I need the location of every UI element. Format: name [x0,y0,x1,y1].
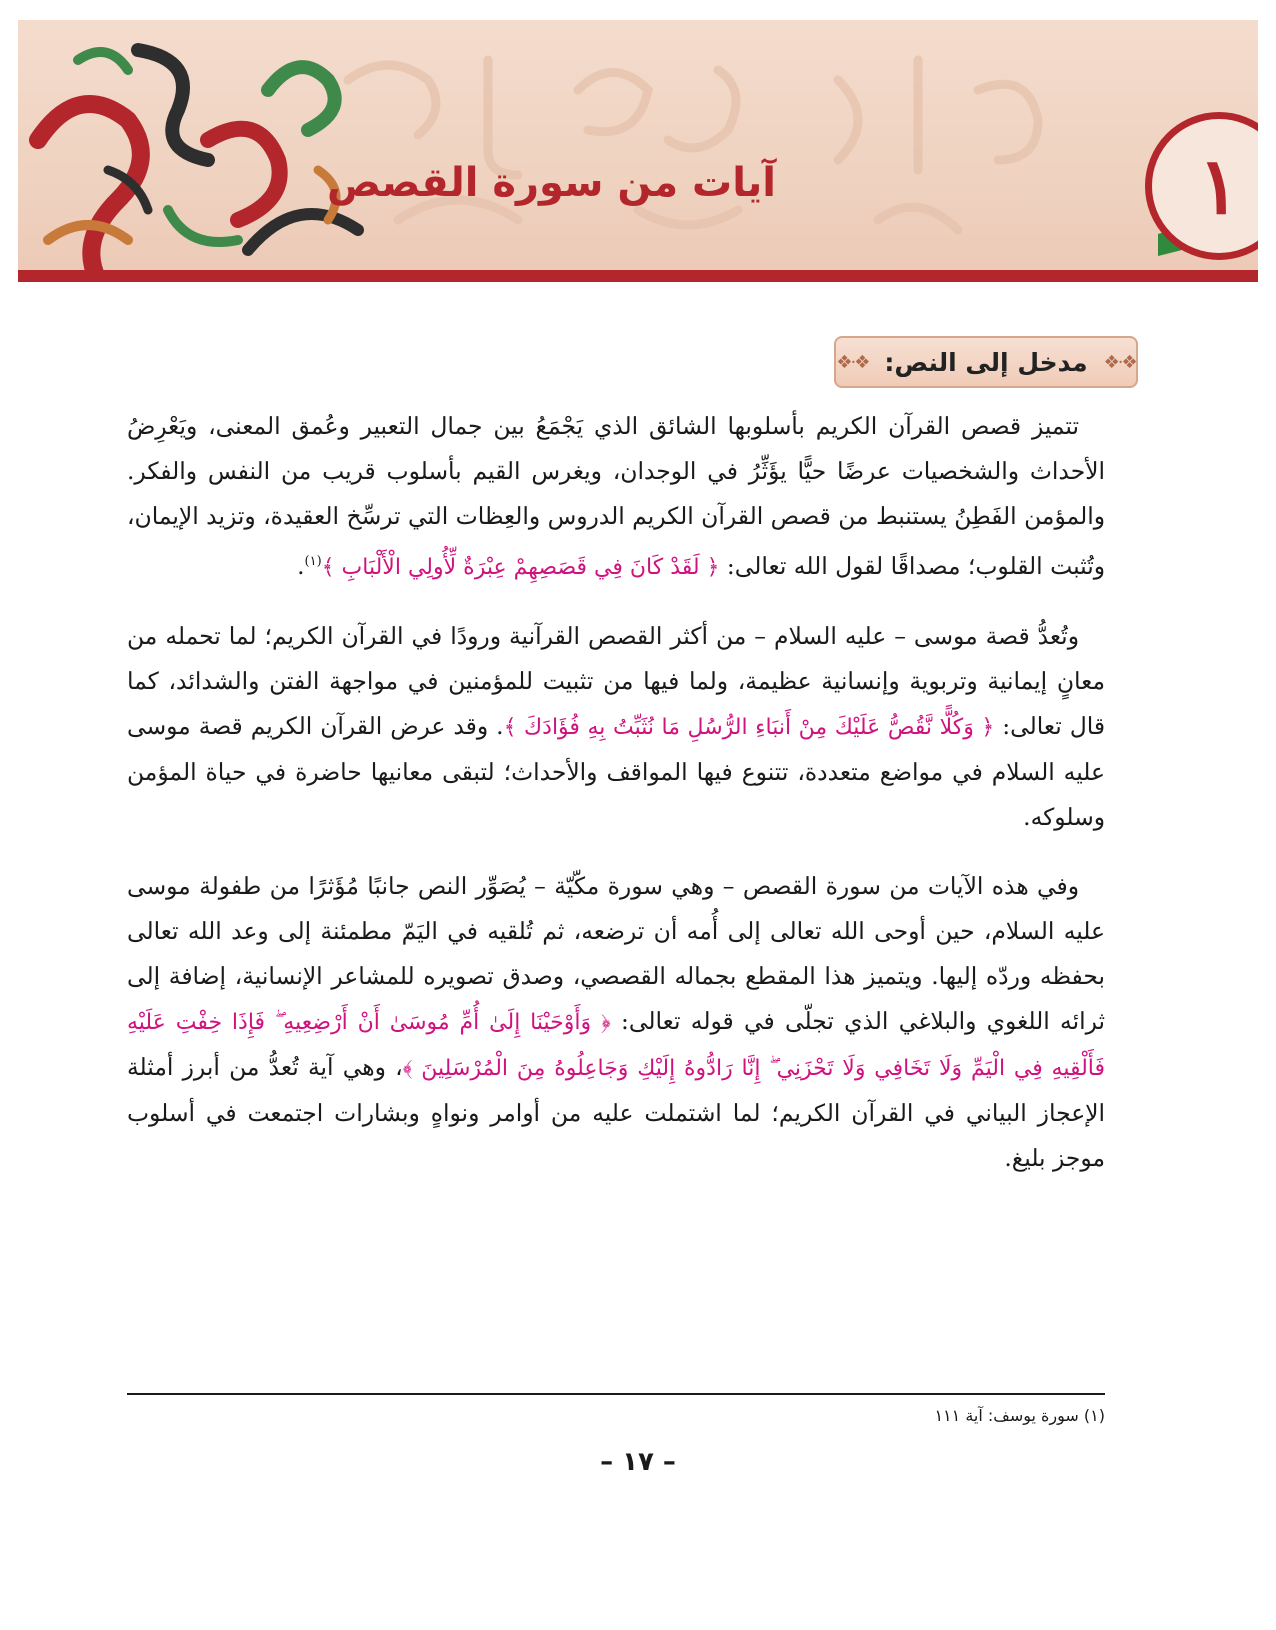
paragraph-3 [127,864,1105,1181]
quran-verse: ﴿ وَأَوْحَيْنَا إِلَىٰ أُمِّ مُوسَىٰ أَنْ أَرْضِعِيهِ ۖ فَإِذَا خِفْتِ عَلَيْهِ فَأَلْقِيهِ فِي الْيَمِّ وَلَا تَخَافِي وَلَا تَحْزَنِي ۖ إِنَّا رَادُّوهُ إِلَيْكِ وَجَاعِلُوهُ مِنَ الْمُرْسَلِينَ ﴾ [127,1009,1106,1081]
quran-verse: ﴿ وَكُلًّا نَّقُصُّ عَلَيْكَ مِنْ أَنبَاءِ الرُّسُلِ مَا نُثَبِّتُ بِهِ فُؤَادَكَ ﴾ [503,714,995,740]
banner-bottom-stripe [18,270,1258,282]
ornament-icon: ❖·❖ [1103,351,1136,373]
paragraph-text: وفي هذه الآيات من سورة القصص – وهي سورة مكّيّة – يُصَوِّر النص جانبًا مُؤَثرًا من طفولة موسى عليه السلام، حين أوحى الله تعالى إلى أُمه أن ترضعه، ثم تُلقيه في اليَمّ مطمئنة إلى وعد الله تعالى بحفظه وردّه إليها. ويتميز هذا المقطع بجماله القصصي، وصدق تصويره للمشاعر الإنسانية، إضافة إلى ثرائه اللغوي والبلاغي الذي تجلّى في قوله تعالى: [127,871,1105,1035]
intro-text [127,404,1105,1181]
calligraphy-decoration [18,20,1258,282]
section-label: مدخل إلى النص: [884,347,1088,377]
ornament-icon: ❖·❖ [836,351,869,373]
footnote-divider [127,1393,1105,1395]
chapter-banner [18,20,1258,282]
paragraph-2 [127,614,1105,840]
quran-verse: ﴿ لَقَدْ كَانَ فِي قَصَصِهِمْ عِبْرَةٌ لِّأُولِي الْأَلْبَابِ ﴾ [321,554,720,580]
paragraph-text: ، وهي آية تُعدُّ من أبرز أمثلة الإعجاز البياني في القرآن الكريم؛ لما اشتملت عليه من أوامر ونواهٍ وبشارات اجتمعت في أسلوب موجز بليغ. [127,1052,1105,1172]
paragraph-end: . [297,551,305,580]
section-label-box [834,336,1138,388]
paragraph-1 [127,404,1105,590]
paragraph-text: تتميز قصص القرآن الكريم بأسلوبها الشائق الذي يَجْمَعُ بين جمال التعبير وعُمق المعنى، ويَعْرِضُ الأحداث والشخصيات عرضًا حيًّا يؤَثِّرُ في الوجدان، ويغرس القيم بأسلوب قريب من النفس والفكر. والمؤمن الفَطِنُ يستنبط من قصص القرآن الكريم الدروس والعِظات التي ترسِّخ العقيدة، وتزيد الإيمان، وتُثبت القلوب؛ مصداقًا لقول الله تعالى: [127,412,1105,580]
footnote: (١) سورة يوسف: آية ١١١ [934,1406,1105,1425]
paragraph-text: . وقد عرض القرآن الكريم قصة موسى عليه السلام في مواضع متعددة، تتنوع فيها المواقف والأحداث؛ لتبقى معانيها حاضرة في حياة المؤمن وسلوكه. [127,711,1105,831]
footnote-ref: (١) [304,554,322,569]
chapter-number-badge: ١ [1145,112,1258,260]
chapter-title: آيات من سورة القصص [326,160,776,206]
page-number: – ١٧ – [600,1447,676,1477]
paragraph-text: وتُعدُّ قصة موسى – عليه السلام – من أكثر القصص القرآنية ورودًا في القرآن الكريم؛ لما تحمله من معانٍ إيمانية وتربوية وإنسانية عظيمة، ولما فيها من تثبيت للمؤمنين في مواجهة الفتن والشدائد، كما قال تعالى: [127,621,1106,740]
